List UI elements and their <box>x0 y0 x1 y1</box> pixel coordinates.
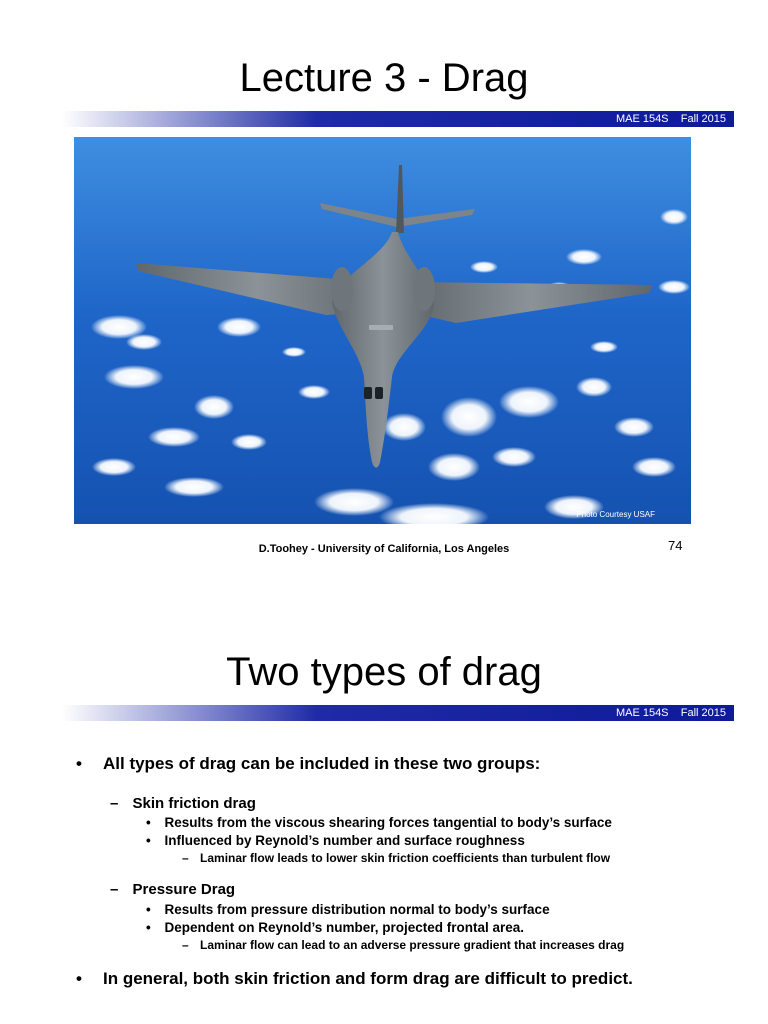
bullet-icon: • <box>76 969 82 988</box>
bullet-icon: • <box>146 815 151 830</box>
slide-title: Lecture 3 - Drag <box>239 56 529 100</box>
bullet-icon: • <box>146 833 151 848</box>
course-label: MAE 154S Fall 2015 <box>615 707 726 719</box>
detail-text: Results from pressure distribution normal to body’s surface <box>164 902 550 917</box>
detail-item <box>146 920 524 935</box>
note-item <box>182 938 624 952</box>
dash-icon: – <box>110 881 119 898</box>
dash-icon: – <box>182 851 189 865</box>
detail-text: Dependent on Reynold’s number, projected frontal area. <box>164 920 525 935</box>
detail-item <box>146 902 550 917</box>
header-band <box>62 705 734 721</box>
note-text: Laminar flow can lead to an adverse pressure gradient that increases drag <box>200 938 625 952</box>
bullet-text: All types of drag can be included in these two groups: <box>103 754 541 773</box>
detail-text: Results from the viscous shearing forces tangential to body’s surface <box>164 815 612 830</box>
slide-title: Two types of drag <box>226 650 542 694</box>
dash-icon: – <box>182 938 189 952</box>
detail-item <box>146 815 612 830</box>
sub-bullet-item <box>110 881 235 898</box>
detail-text: Influenced by Reynold’s number and surface roughness <box>164 833 525 848</box>
sub-bullet-text: Pressure Drag <box>132 881 236 898</box>
header-band <box>62 111 734 127</box>
note-item <box>182 851 610 865</box>
dash-icon: – <box>110 795 119 812</box>
sub-bullet-text: Skin friction drag <box>132 795 256 812</box>
note-text: Laminar flow leads to lower skin friction coefficients than turbulent flow <box>200 851 611 865</box>
photo-credit: Photo Courtesy USAF <box>576 510 655 519</box>
page-number: 74 <box>668 538 683 553</box>
detail-item <box>146 833 525 848</box>
aircraft-photo <box>74 137 691 524</box>
bullet-icon: • <box>76 754 82 773</box>
bullet-icon: • <box>146 920 151 935</box>
course-label: MAE 154S Fall 2015 <box>615 113 726 125</box>
footer-author: D.Toohey - University of California, Los Angeles <box>258 543 510 555</box>
bullet-icon: • <box>146 902 151 917</box>
bullet-text: In general, both skin friction and form drag are difficult to predict. <box>103 969 633 988</box>
sub-bullet-item <box>110 795 256 812</box>
